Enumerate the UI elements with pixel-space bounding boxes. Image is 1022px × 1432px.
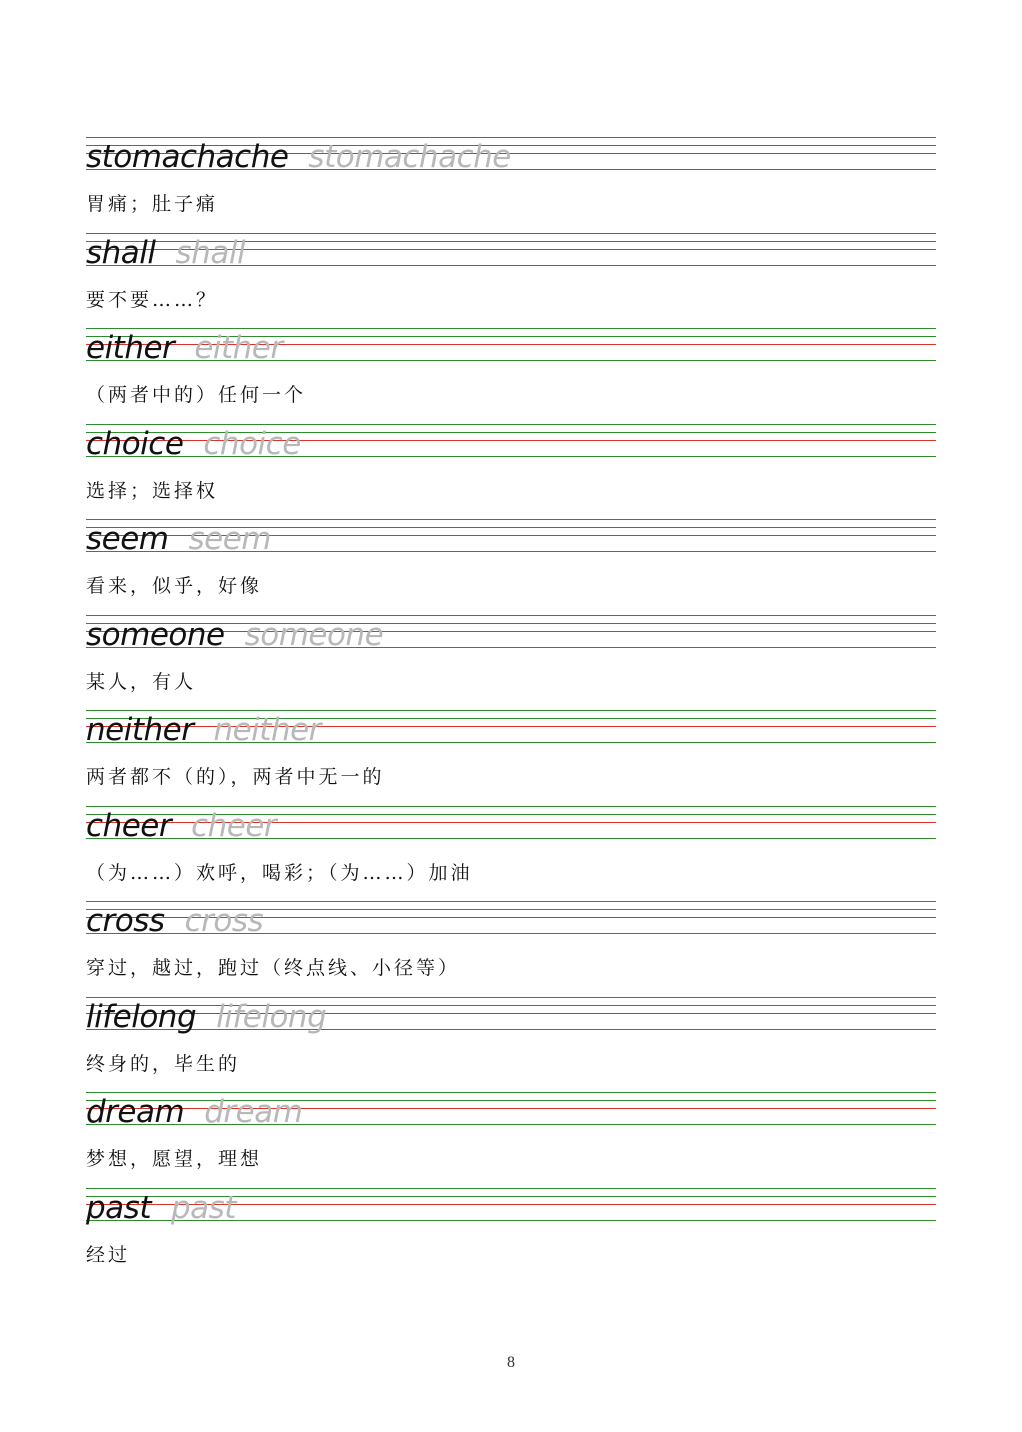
vocab-entry xyxy=(86,615,936,711)
word-line xyxy=(86,617,384,653)
guide-rule xyxy=(86,1188,936,1189)
vocab-entry xyxy=(86,1092,936,1188)
vocab-meaning: 看来，似乎，好像 xyxy=(86,575,263,597)
tracing-word: cheer xyxy=(191,808,277,844)
tracing-word: choice xyxy=(203,426,301,462)
tracing-word: stomachache xyxy=(308,139,511,175)
vocab-word: choice xyxy=(86,426,184,462)
vocab-word: seem xyxy=(86,521,169,557)
guide-rule xyxy=(86,1092,936,1093)
tracing-word: neither xyxy=(213,712,321,748)
vocab-meaning: （两者中的）任何一个 xyxy=(86,384,307,406)
vocab-entry xyxy=(86,901,936,997)
vocab-meaning: 经过 xyxy=(86,1244,131,1266)
vocab-entry xyxy=(86,233,936,329)
vocab-entry xyxy=(86,1188,936,1284)
vocab-word: cross xyxy=(86,903,165,939)
word-line xyxy=(86,1094,303,1130)
vocab-meaning: 选择；选择权 xyxy=(86,480,219,502)
vocab-meaning: 两者都不（的），两者中无一的 xyxy=(86,766,385,788)
tracing-word: cross xyxy=(184,903,264,939)
word-line xyxy=(86,999,327,1035)
vocab-word: stomachache xyxy=(86,139,289,175)
tracing-word: seem xyxy=(188,521,271,557)
vocab-meaning: 终身的，毕生的 xyxy=(86,1053,241,1075)
guide-rule xyxy=(86,328,936,329)
vocab-meaning: 要不要……？ xyxy=(86,289,219,311)
vocab-entry xyxy=(86,806,936,902)
vocab-meaning: 胃痛；肚子痛 xyxy=(86,193,219,215)
guide-rule xyxy=(86,424,936,425)
vocab-entry xyxy=(86,328,936,424)
vocab-meaning: 某人，有人 xyxy=(86,671,197,693)
vocab-word: neither xyxy=(86,712,194,748)
word-line xyxy=(86,426,301,462)
vocab-word: either xyxy=(86,330,175,366)
guide-rule xyxy=(86,233,936,234)
vocab-entry xyxy=(86,519,936,615)
tracing-word: shall xyxy=(175,235,246,271)
tracing-word: dream xyxy=(204,1094,303,1130)
vocab-meaning: 梦想，愿望，理想 xyxy=(86,1148,263,1170)
guide-rule xyxy=(86,615,936,616)
guide-rule xyxy=(86,137,936,138)
guide-rule xyxy=(86,997,936,998)
vocab-entry xyxy=(86,137,936,233)
vocab-word: someone xyxy=(86,617,225,653)
word-line xyxy=(86,808,277,844)
word-line xyxy=(86,903,264,939)
word-line xyxy=(86,521,271,557)
vocab-entry xyxy=(86,710,936,806)
vocab-word: dream xyxy=(86,1094,185,1130)
guide-rule xyxy=(86,806,936,807)
page-number: 8 xyxy=(507,1354,515,1371)
vocab-word: past xyxy=(86,1190,151,1226)
vocab-word: shall xyxy=(86,235,156,271)
tracing-word: either xyxy=(194,330,283,366)
tracing-word: lifelong xyxy=(216,999,327,1035)
word-line xyxy=(86,712,321,748)
vocab-entry xyxy=(86,424,936,520)
vocab-meaning: 穿过，越过，跑过（终点线、小径等） xyxy=(86,957,461,979)
guide-rule xyxy=(86,901,936,902)
vocab-entry xyxy=(86,997,936,1093)
tracing-word: past xyxy=(170,1190,236,1226)
word-line xyxy=(86,330,283,366)
word-line xyxy=(86,139,511,175)
guide-rule xyxy=(86,519,936,520)
vocab-word: cheer xyxy=(86,808,172,844)
tracing-word: someone xyxy=(244,617,384,653)
word-line xyxy=(86,235,246,271)
word-line xyxy=(86,1190,236,1226)
guide-rule xyxy=(86,710,936,711)
vocab-word: lifelong xyxy=(86,999,197,1035)
vocab-meaning: （为……）欢呼，喝彩；（为……）加油 xyxy=(86,862,473,884)
